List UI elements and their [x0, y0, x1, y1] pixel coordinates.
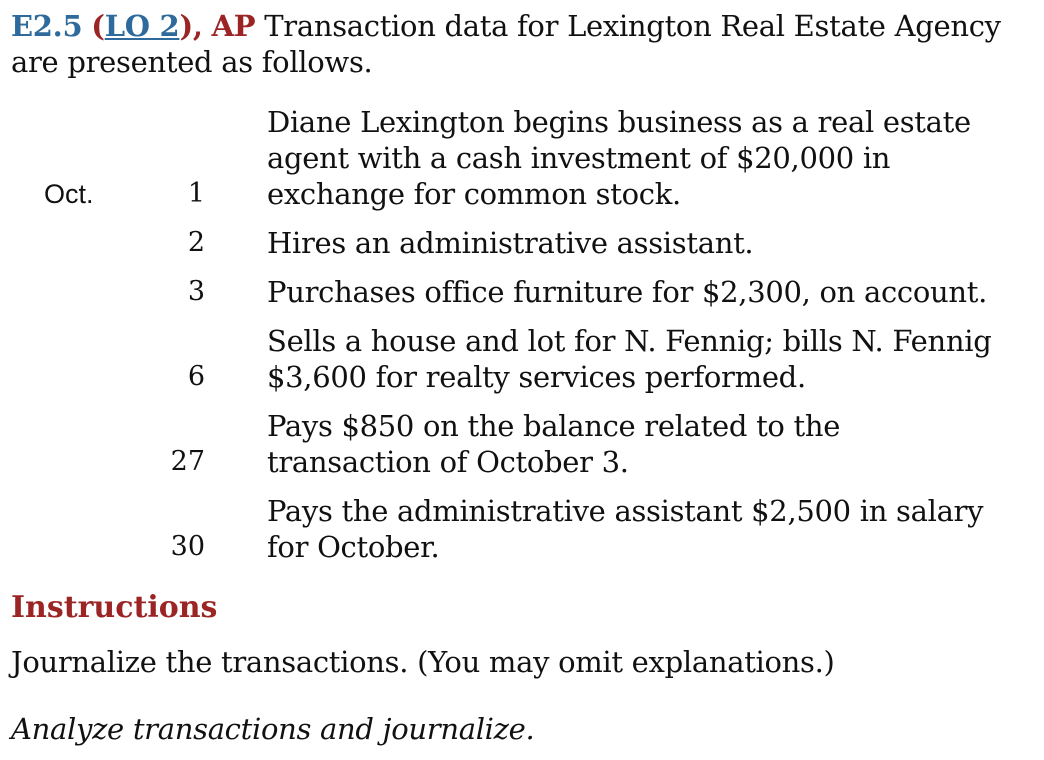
transaction-row — [0, 274, 1044, 310]
learning-objective-link[interactable]: LO 2 — [104, 9, 180, 43]
transaction-description: Purchases office furniture for $2,300, on account. — [267, 275, 988, 309]
transaction-description: Pays $850 on the balance related to the transaction of October 3. — [267, 409, 841, 479]
instructions-text: Journalize the transactions. (You may omit explanations.) — [11, 645, 835, 679]
exercise-heading — [11, 8, 1031, 80]
transaction-month: Oct. — [44, 179, 94, 209]
transaction-row — [0, 323, 1044, 395]
transaction-day: 1 — [187, 178, 205, 209]
transaction-day: 30 — [170, 531, 205, 562]
transaction-day: 27 — [170, 446, 205, 477]
transaction-row — [0, 493, 1044, 565]
learning-goal: Analyze transactions and journalize. — [11, 712, 535, 746]
transaction-description: Hires an administrative assistant. — [267, 226, 754, 260]
lo-close-paren: ), — [179, 9, 203, 43]
exercise-type-badge: AP — [211, 9, 256, 43]
transaction-day: 2 — [187, 227, 205, 258]
transaction-description: Sells a house and lot for N. Fennig; bills N. Fennig $3,600 for realty services performed. — [267, 324, 992, 394]
transaction-day: 3 — [187, 276, 205, 307]
transaction-row — [0, 104, 1044, 212]
transaction-row — [0, 225, 1044, 261]
transaction-row — [0, 408, 1044, 480]
instructions-title: Instructions — [11, 590, 218, 625]
exercise-number: E2.5 — [11, 9, 83, 43]
exercise-intro: Transaction data for Lexington Real Estate Agency are presented as follows. — [11, 9, 1001, 79]
transaction-list — [0, 104, 1044, 578]
transaction-day: 6 — [187, 361, 205, 392]
transaction-description: Pays the administrative assistant $2,500 in salary for October. — [267, 494, 984, 564]
transaction-description: Diane Lexington begins business as a real estate agent with a cash investment of $20,000 in exchange for common stock. — [267, 105, 971, 211]
lo-open-paren: ( — [91, 9, 105, 43]
